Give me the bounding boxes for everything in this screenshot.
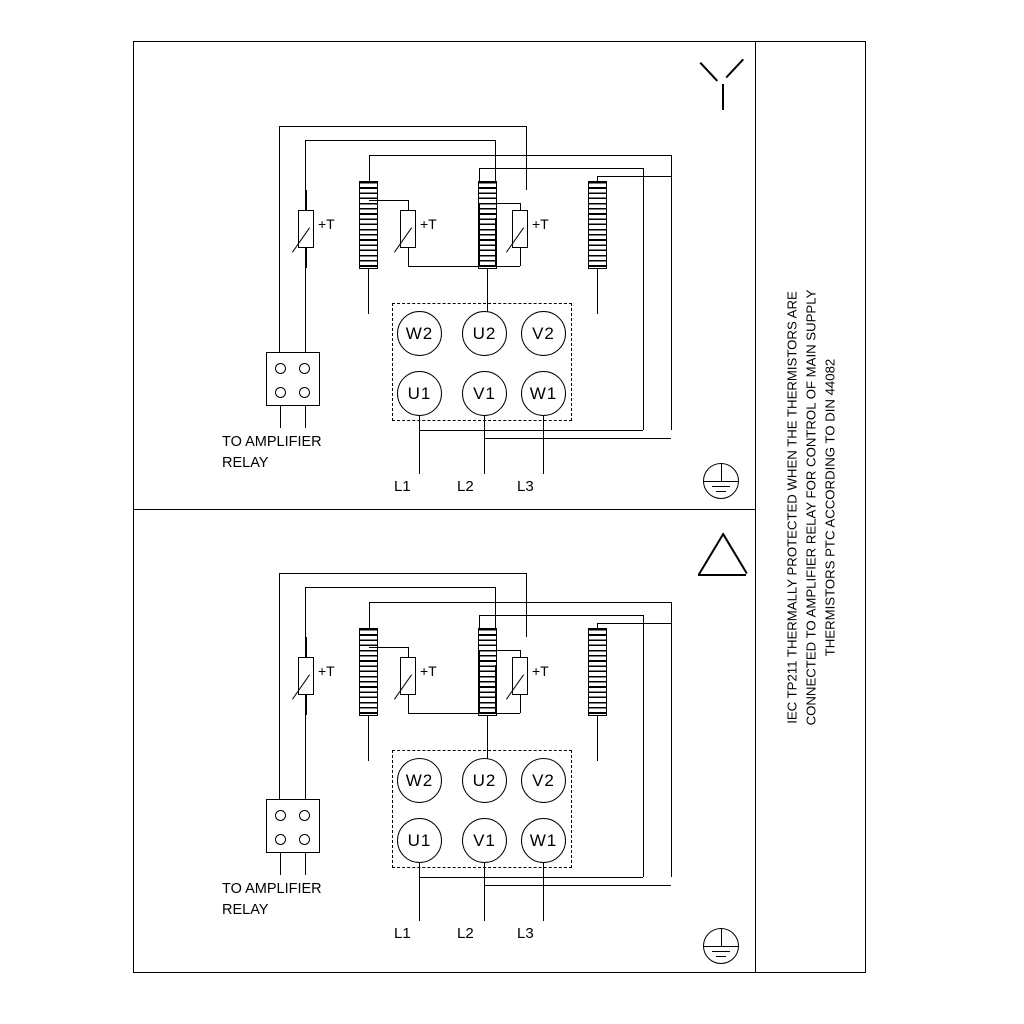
amplifier-relay-label-line2: RELAY	[222, 455, 269, 471]
thermistor-2	[400, 210, 416, 248]
thermistor-2	[400, 657, 416, 695]
connector-pin	[299, 363, 310, 374]
amplifier-connector-box	[266, 352, 320, 406]
terminal-u2: U2	[462, 311, 507, 356]
amplifier-relay-label-line2: RELAY	[222, 902, 269, 918]
terminal-w1: W1	[521, 371, 566, 416]
amplifier-relay-label-line1: TO AMPLIFIER	[222, 881, 322, 897]
phase-label-l3: L3	[517, 478, 534, 495]
phase-label-l3: L3	[517, 925, 534, 942]
caption-line-2: CONNECTED TO AMPLIFIER RELAY FOR CONTROL OF MAIN SUPPLY	[803, 289, 819, 725]
thermistor-1	[298, 210, 314, 248]
connector-pin	[299, 387, 310, 398]
winding-coil-1	[359, 181, 378, 269]
winding-coil-1	[359, 628, 378, 716]
thermistor-3	[512, 657, 528, 695]
terminal-w1: W1	[521, 818, 566, 863]
terminal-v2: V2	[521, 311, 566, 356]
phase-label-l2: L2	[457, 925, 474, 942]
thermistor-label-2: +T	[420, 663, 437, 679]
connector-pin	[275, 363, 286, 374]
connector-pin	[275, 387, 286, 398]
amplifier-connector-box	[266, 799, 320, 853]
delta-connection-symbol	[698, 534, 746, 576]
thermistor-1	[298, 657, 314, 695]
terminal-u2: U2	[462, 758, 507, 803]
phase-label-l1: L1	[394, 925, 411, 942]
thermistor-label-2: +T	[420, 216, 437, 232]
caption-line-3: THERMISTORS PTC ACCORDING TO DIN 44082	[822, 358, 838, 656]
winding-coil-3	[588, 181, 607, 269]
panel-divider-line	[133, 509, 755, 510]
star-connection-symbol	[700, 60, 746, 110]
caption-line-1: IEC TP211 THERMALLY PROTECTED WHEN THE THERMISTORS ARE	[784, 290, 800, 724]
winding-coil-3	[588, 628, 607, 716]
connector-pin	[275, 834, 286, 845]
connector-pin	[299, 810, 310, 821]
connector-pin	[275, 810, 286, 821]
thermistor-label-3: +T	[532, 216, 549, 232]
terminal-v2: V2	[521, 758, 566, 803]
terminal-w2: W2	[397, 311, 442, 356]
side-caption-block	[755, 41, 866, 973]
terminal-w2: W2	[397, 758, 442, 803]
terminal-v1: V1	[462, 818, 507, 863]
terminal-u1: U1	[397, 818, 442, 863]
connector-pin	[299, 834, 310, 845]
thermistor-label-1: +T	[318, 663, 335, 679]
terminal-v1: V1	[462, 371, 507, 416]
thermistor-label-1: +T	[318, 216, 335, 232]
amplifier-relay-label-line1: TO AMPLIFIER	[222, 434, 322, 450]
terminal-u1: U1	[397, 371, 442, 416]
phase-label-l2: L2	[457, 478, 474, 495]
thermistor-label-3: +T	[532, 663, 549, 679]
phase-label-l1: L1	[394, 478, 411, 495]
thermistor-3	[512, 210, 528, 248]
